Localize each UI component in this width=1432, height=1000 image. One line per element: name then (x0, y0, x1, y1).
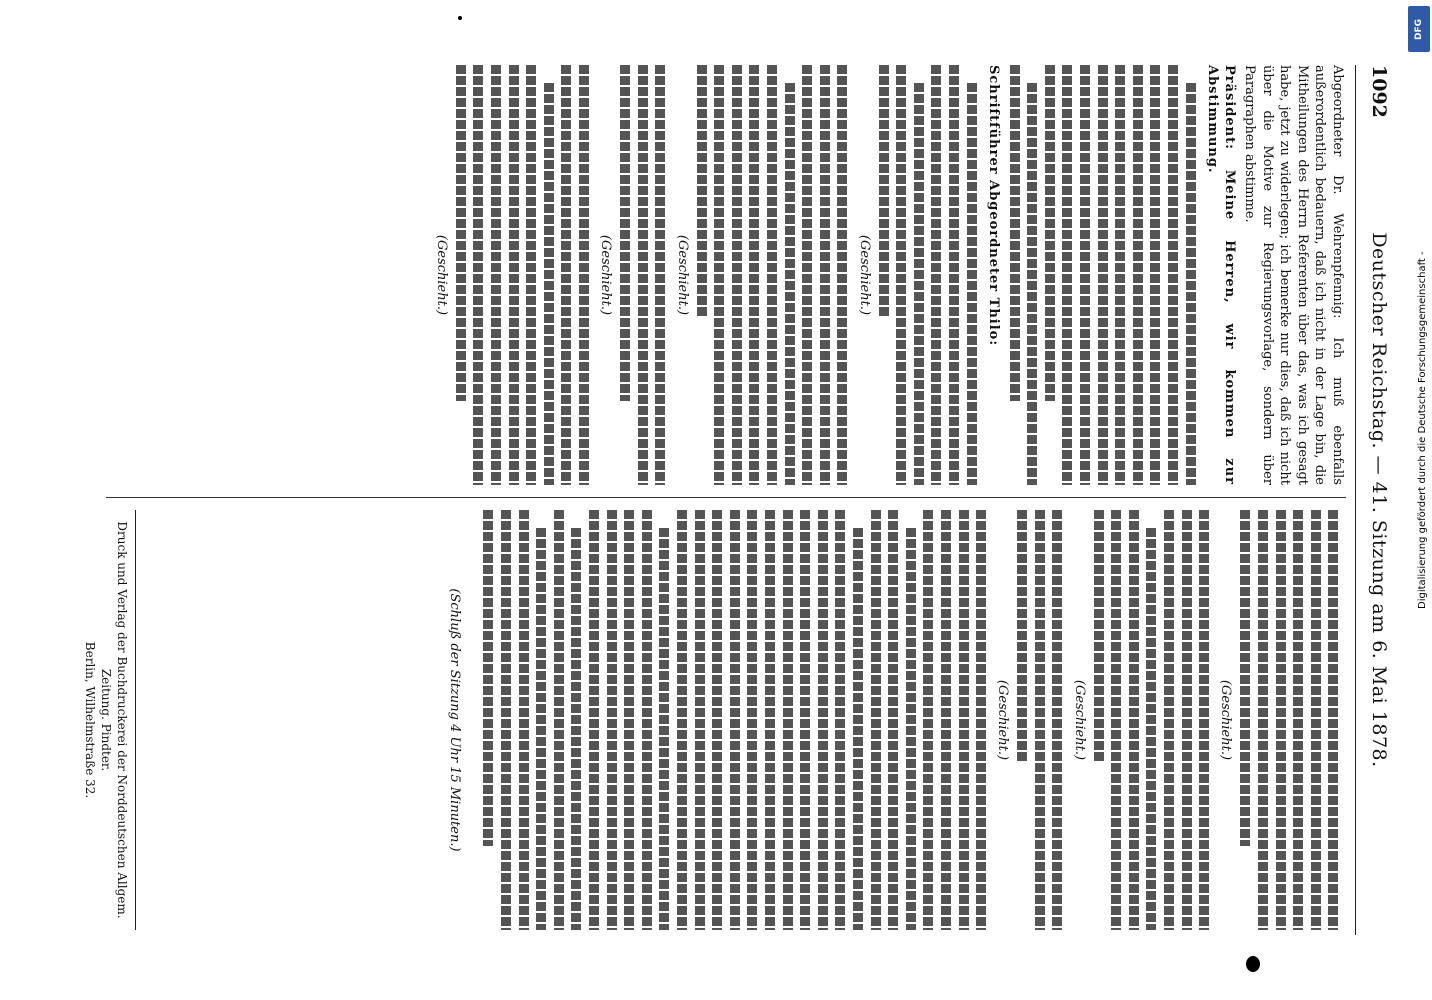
page-number: 1092 (1368, 65, 1390, 118)
text-line (1017, 510, 1027, 762)
text-line (941, 510, 951, 930)
text-line (1168, 65, 1178, 485)
text-line (509, 65, 519, 485)
stage-direction: (Geschieht.) (856, 234, 872, 316)
text-line (1182, 510, 1192, 930)
text-line (1094, 510, 1104, 762)
stage-direction: (Geschieht.) (1218, 679, 1234, 761)
text-line (1053, 510, 1063, 930)
text-line (1010, 65, 1020, 401)
text-line (1186, 83, 1196, 485)
text-line (589, 510, 599, 930)
text-line (519, 510, 529, 930)
stage-direction: (Geschieht.) (598, 234, 614, 316)
text-line (484, 510, 494, 846)
text-line (914, 83, 924, 485)
text-line (1098, 65, 1108, 485)
text-line (765, 510, 775, 930)
column-divider (106, 497, 1346, 498)
text-line (1164, 510, 1174, 930)
text-line (1150, 65, 1160, 485)
text-line (1111, 510, 1121, 930)
text-line (714, 65, 724, 485)
text-line (1129, 510, 1139, 930)
text-line (871, 510, 881, 930)
left-column (426, 65, 1346, 485)
text-line (749, 65, 759, 485)
text-line (474, 65, 484, 485)
text-line (923, 510, 933, 930)
stage-direction: (Geschieht.) (433, 234, 449, 316)
text-line (785, 83, 795, 485)
text-line (655, 65, 665, 485)
text-line (1199, 510, 1209, 930)
text-line (1258, 510, 1268, 930)
text-line (579, 65, 589, 485)
text-line (456, 65, 466, 401)
stage-direction: (Geschieht.) (1071, 679, 1087, 761)
text-line (1133, 65, 1143, 485)
text-line (1063, 65, 1073, 485)
header-rule (1355, 65, 1356, 935)
text-line (659, 528, 669, 930)
text-line (536, 528, 546, 930)
ink-blot (1246, 956, 1260, 972)
text-line (820, 65, 830, 485)
text-line (571, 528, 581, 930)
text-line (677, 510, 687, 930)
stage-direction: (Geschieht.) (674, 234, 690, 316)
text-line (697, 65, 707, 317)
text-line (835, 510, 845, 930)
text-line (1240, 510, 1250, 846)
running-title: Deutscher Reichstag. — 41. Sitzung am 6. Mai 1878. (1368, 232, 1390, 768)
text-line (1328, 510, 1338, 930)
text-line (931, 65, 941, 485)
text-line (620, 65, 630, 401)
text-line (1080, 65, 1090, 485)
text-line (1027, 83, 1037, 485)
text-line (624, 510, 634, 930)
running-head (1360, 65, 1390, 935)
dfg-logo: DFG (1408, 6, 1430, 52)
text-line (1035, 510, 1045, 930)
text-line (818, 510, 828, 930)
text-line (712, 510, 722, 930)
text-line (642, 510, 652, 930)
text-line (491, 65, 501, 485)
text-line (879, 65, 889, 317)
text-line (501, 510, 511, 930)
text-line (853, 528, 863, 930)
text-line (967, 83, 977, 485)
text-line (607, 510, 617, 930)
printer-address: Berlin, Wilhelmstraße 32. (83, 641, 97, 799)
text-line (949, 65, 959, 485)
text-line (544, 83, 554, 485)
speech-opening: Abgeordneter Dr. Wehrenpfennig: Ich muß ebenfalls außerordentlich bedauern, daß ich nicht in der Lage bin, die Mitheilungen des Herrn Referenten über das, was ich gesagt habe, jetzt zu widerlegen; ich bemerke nur dies, daß ich nicht über die Motive zur Regierungsvorlage, sondern über Paragraphen abstimme. (1242, 65, 1345, 485)
text-line (526, 65, 536, 485)
text-line (906, 528, 916, 930)
text-line (561, 65, 571, 485)
text-line (896, 65, 906, 485)
text-line (1276, 510, 1286, 930)
text-line (1115, 65, 1125, 485)
text-line (802, 65, 812, 485)
stage-direction: (Geschieht.) (995, 679, 1011, 761)
text-line (837, 65, 847, 485)
schriftfuehrer-label: Schriftführer Abgeordneter Thilo: (985, 65, 1001, 347)
text-line (800, 510, 810, 930)
printer-footer (82, 510, 130, 930)
text-line (732, 65, 742, 485)
session-closing: (Schluß der Sitzung 4 Uhr 15 Minuten.) (447, 588, 463, 852)
text-line (783, 510, 793, 930)
text-line (1311, 510, 1321, 930)
president-remark: Präsident: Meine Herren, wir kommen zur Abstimmung. (1204, 65, 1238, 485)
text-line (695, 510, 705, 930)
ink-speck (458, 16, 462, 20)
text-line (1146, 528, 1156, 930)
text-line (959, 510, 969, 930)
printer-line: Druck und Verlag der Buchdruckerei der Norddeutschen Allgem. Zeitung. Pindter. (99, 521, 129, 919)
text-line (730, 510, 740, 930)
text-line (747, 510, 757, 930)
footer-rule (135, 510, 136, 930)
text-line (976, 510, 986, 930)
text-line (554, 510, 564, 930)
document-page (6, 5, 1426, 995)
dfg-funding-note: Digitalisierung gefördert durch die Deutsche Forschungsgemeinschaft - (1417, 251, 1428, 609)
right-column (440, 510, 1346, 930)
text-line (1045, 65, 1055, 401)
text-line (1293, 510, 1303, 930)
text-line (767, 65, 777, 485)
text-line (638, 65, 648, 485)
text-line (888, 510, 898, 930)
